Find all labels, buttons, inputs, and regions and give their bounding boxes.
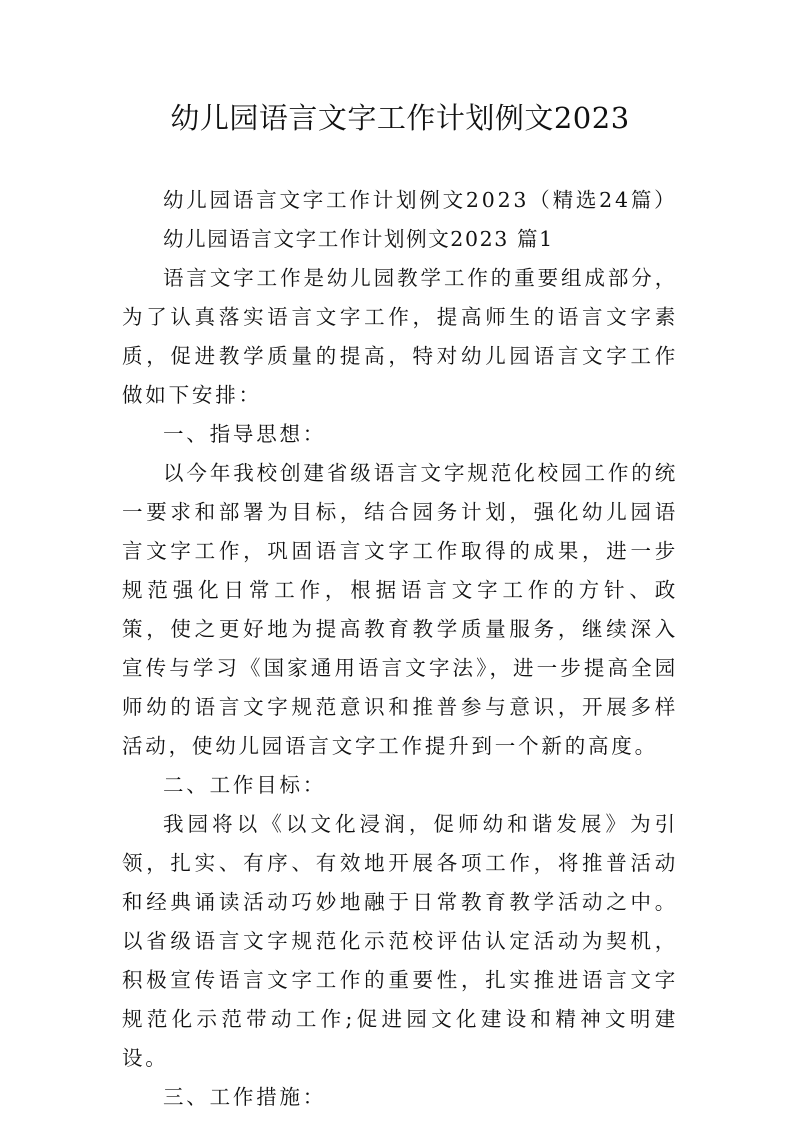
section-heading-work-goals: 二、工作目标：: [163, 773, 327, 797]
guiding-ideology-paragraph: 以今年我校创建省级语言文字规范化校园工作的统一要求和部署为目标，结合园务计划，强化幼儿园语言文字工作，巩固语言文字工作取得的成果，进一步规范强化日常工作，根据语言文字工作的方针、政策，使之更好地为提高教育教学质量服务，继续深入宣传与学习《国家通用语言文字法》，进一步提高全园师幼的语言文字规范意识和推普参与意识，开展多样活动，使幼儿园语言文字工作提升到一个新的高度。: [122, 461, 678, 758]
work-goals-paragraph: 我园将以《以文化浸润，促师幼和谐发展》为引领，扎实、有序、有效地开展各项工作，将推普活动和经典诵读活动巧妙地融于日常教育教学活动之中。以省级语言文字规范化示范校评估认定活动为契机，积极宣传语言文字工作的重要性，扎实推进语言文字规范化示范带动工作;促进园文化建设和精神文明建设。: [122, 812, 678, 1070]
section-heading-guiding-ideology: 一、指导思想：: [163, 422, 327, 446]
document-subtitle: 幼儿园语言文字工作计划例文2023（精选24篇）: [163, 188, 678, 212]
document-body: [122, 181, 678, 1117]
intro-paragraph: 语言文字工作是幼儿园教学工作的重要组成部分，为了认真落实语言文字工作，提高师生的语言文字素质，促进教学质量的提高，特对幼儿园语言文字工作做如下安排：: [122, 266, 678, 407]
article-label: 幼儿园语言文字工作计划例文2023 篇1: [163, 227, 554, 251]
document-title: 幼儿园语言文字工作计划例文2023: [170, 101, 630, 135]
section-heading-work-measures: 三、工作措施：: [163, 1085, 327, 1109]
